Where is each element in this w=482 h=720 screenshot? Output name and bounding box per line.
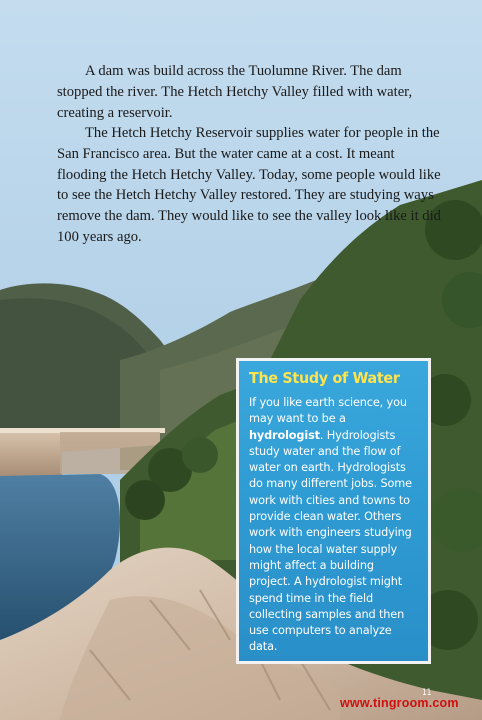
sidebar-title: The Study of Water	[249, 369, 400, 387]
page-number: 11	[422, 688, 432, 698]
sidebar-body	[249, 395, 418, 656]
paragraph-reservoir: The Hetch Hetchy Reservoir supplies water for people in the San Francisco area. But the water came at a cost. It meant flooding the Hetch Hetchy Valley. Today, some people would like to see the Hetch Hetchy Valley restored. They are studying ways remove the dam. They would like to see the valley look like it did 100 years ago.	[57, 125, 441, 245]
watermark-link[interactable]: www.tingroom.com	[340, 696, 459, 710]
tree	[125, 480, 165, 520]
study-of-water-sidebar	[236, 358, 431, 664]
sidebar-keyword: hydrologist	[249, 428, 320, 442]
tree	[182, 437, 218, 473]
sidebar-text-before: If you like earth science, you may want to be a	[249, 396, 407, 426]
sidebar-text-after: . Hydrologists study water and the flow of water on earth. Hydrologists do many different jobs. Some work with cities and towns to provide clean water. Others work with engineers studying how the local water supply might affect a building project. A hydrologist might spend time in the field collecting samples and then use computers to analyze data.	[249, 428, 412, 654]
paragraph-dam: A dam was build across the Tuolumne River. The dam stopped the river. The Hetch Hetchy Valley filled with water, creating a reservoir.	[57, 63, 413, 121]
